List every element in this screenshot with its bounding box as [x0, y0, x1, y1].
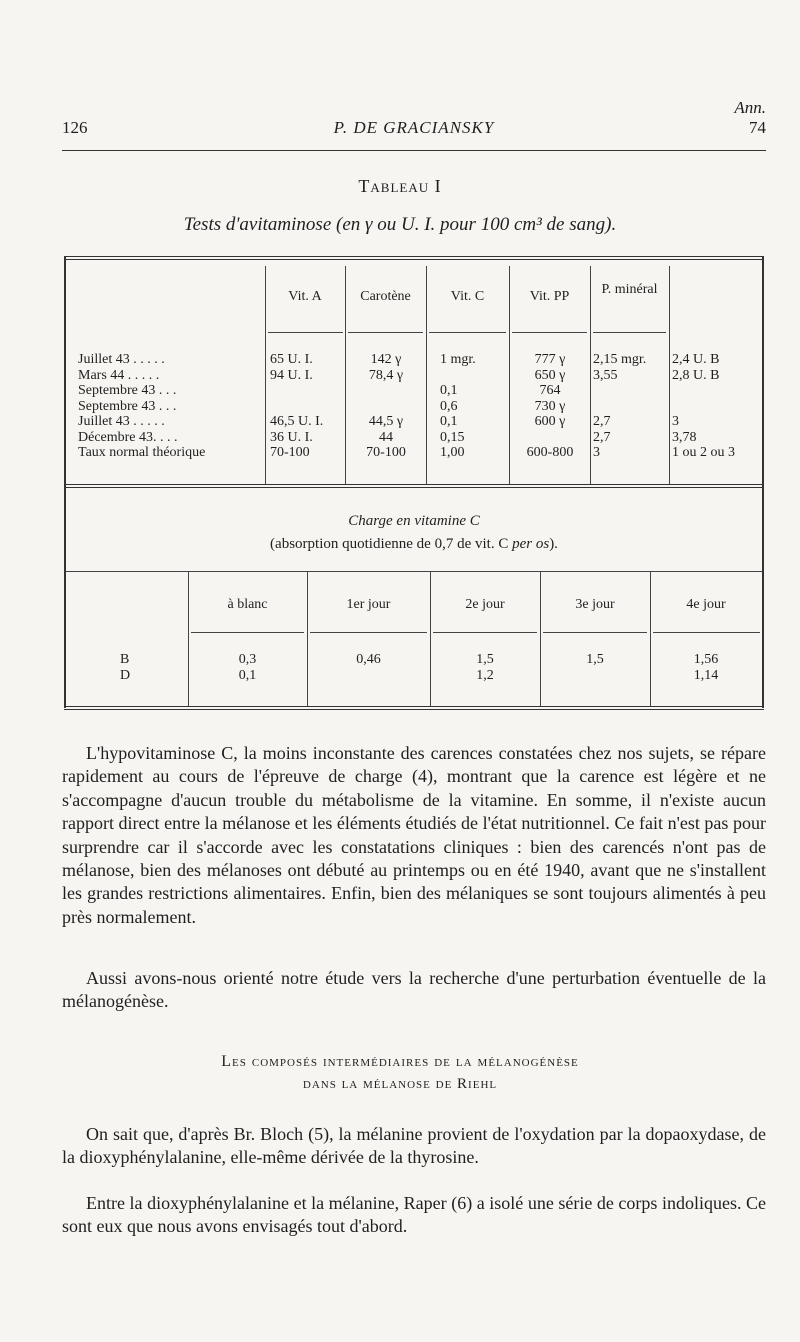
t2-row-label: B — [120, 652, 130, 667]
table-top-border — [64, 256, 764, 260]
table-title: Tableau I — [358, 176, 442, 196]
col-header-vit-pp: Vit. PP — [529, 289, 570, 304]
t1-cell-p-mineral: 3 — [593, 445, 600, 460]
paragraph-4: Entre la dioxyphénylalanine et la mélanine, Raper (6) a isolé une série de corps indoliques. Ce sont eux que nous avons envisagés tout d'abord. — [62, 1193, 766, 1237]
t1-cell-vit-c: 1 mgr. — [440, 352, 476, 367]
t1-cell-vit-a: 65 U. I. — [270, 352, 313, 367]
col-header-carotene: Carotène — [360, 289, 411, 304]
t1-cell-vit-c: 0,15 — [440, 429, 465, 445]
t2-header-blanc: à blanc — [227, 597, 268, 612]
t1-cell-vit-pp: 600-800 — [526, 445, 574, 460]
col-sep — [590, 266, 591, 484]
t2-header-day2: 2e jour — [465, 597, 505, 612]
hdr-underline — [268, 332, 343, 333]
t2-row-label: D — [120, 668, 131, 683]
col-header-vit-c: Vit. C — [450, 289, 485, 304]
t1-cell-label: Septembre 43 . . . — [78, 398, 177, 414]
journal-abbrev: Ann. — [734, 98, 766, 117]
t1-cell-extra: 2,8 U. B — [672, 367, 720, 383]
table-right-border — [762, 256, 764, 708]
t1-cell-label: Septembre 43 . . . — [78, 383, 177, 398]
section-heading-line1: Les composés intermédiaires de la mélanogénèse — [221, 1053, 579, 1070]
col-sep — [650, 571, 651, 706]
t1-cell-vit-a: 46,5 U. I. — [270, 414, 324, 429]
t2-cell: 1,5 — [586, 652, 604, 667]
charge-subtitle: (absorption quotidienne de 0,7 de vit. C per os). — [270, 536, 558, 552]
col-sep — [669, 266, 670, 484]
t1-cell-label: Juillet 43 . . . . . — [78, 414, 165, 429]
charge-title: Charge en vitamine C — [348, 513, 480, 529]
t1-cell-vit-a: 94 U. I. — [270, 367, 313, 383]
t1-cell-label: Juillet 43 . . . . . — [78, 352, 165, 367]
hdr-underline — [512, 332, 587, 333]
t1-cell-vit-pp: 764 — [539, 383, 561, 398]
hdr-underline — [593, 332, 666, 333]
hdr-underline — [543, 632, 647, 633]
t1-cell-vit-c: 0,6 — [440, 398, 458, 414]
table-left-border — [64, 256, 66, 708]
volume-number: 74 — [749, 118, 766, 137]
journal-volume — [734, 98, 766, 138]
t2-cell: 0,3 — [238, 652, 257, 667]
paragraph-3: On sait que, d'après Br. Bloch (5), la mélanine provient de l'oxydation par la dopaoxydase, de la dioxyphénylalanine, elle-même dérivée de la thyrosine. — [62, 1124, 766, 1168]
t1-cell-label: Mars 44 . . . . . — [78, 367, 160, 383]
table-mid-border — [64, 484, 764, 488]
t2-cell: 1,56 — [693, 652, 719, 667]
col-sep — [430, 571, 431, 706]
col-header-p-mineral: P. minéral — [601, 282, 658, 297]
t1-cell-vit-a: 70-100 — [270, 445, 310, 460]
t1-cell-carotene: 78,4 γ — [368, 367, 404, 383]
paragraph-1: L'hypovitaminose C, la moins inconstante des carences constatées chez nos sujets, se répare rapidement au cours de l'épreuve de charge (4), montrant que la carence est légère et ne s'accompagne d'aucun trouble du métabolisme de la vitamine. En somme, il n'existe aucun rapport direct entre la mélanose et les éléments étudiés de l'état nutritionnel. Ce fait n'est pas pour surprendre car il s'accorde avec les constatations cliniques : bien des carencés n'ont pas de mélanose, bien des mélanoses ont débuté au printemps ou en été 1940, avant que ne s'installent les grandes restrictions alimentaires. Enfin, bien des mélaniques se sont toujours alimentés à peu près normalement. — [62, 743, 766, 927]
t1-cell-carotene: 44 — [379, 429, 393, 445]
t2-cell: 1,5 — [476, 652, 494, 667]
hdr-underline — [653, 632, 760, 633]
t2-cell: 1,2 — [476, 668, 494, 683]
section-heading-line2: dans la mélanose de Riehl — [302, 1076, 498, 1092]
running-title: P. DE GRACIANSKY — [333, 118, 495, 137]
t1-cell-extra: 1 ou 2 ou 3 — [672, 445, 735, 460]
t1-cell-carotene: 44,5 γ — [368, 414, 404, 429]
header-rule — [62, 150, 766, 151]
t1-cell-label: Décembre 43. . . . — [78, 429, 178, 445]
t1-cell-vit-c: 0,1 — [440, 414, 458, 429]
col-header-vit-a: Vit. A — [288, 289, 322, 304]
t2-header-day3: 3e jour — [575, 597, 615, 612]
t1-cell-extra: 3 — [672, 414, 679, 429]
table2-top-rule — [66, 571, 762, 572]
page-number: 126 — [62, 118, 88, 137]
t2-cell: 0,46 — [356, 652, 381, 667]
t1-cell-vit-pp: 730 γ — [534, 398, 566, 414]
t1-cell-label: Taux normal théorique — [78, 445, 206, 460]
col-sep — [307, 571, 308, 706]
t1-cell-vit-c: 1,00 — [440, 445, 465, 460]
t2-cell: 0,1 — [238, 668, 257, 683]
t1-cell-p-mineral: 2,15 mgr. — [593, 352, 647, 367]
hdr-underline — [348, 332, 423, 333]
t1-cell-extra: 3,78 — [672, 429, 697, 445]
t2-cell: 1,14 — [693, 668, 719, 683]
col-sep — [188, 571, 189, 706]
running-header — [62, 98, 766, 142]
t1-cell-p-mineral: 3,55 — [593, 367, 618, 383]
hdr-underline — [429, 332, 506, 333]
t1-cell-carotene: 142 γ — [370, 352, 402, 367]
t1-cell-p-mineral: 2,7 — [593, 414, 611, 429]
col-sep — [540, 571, 541, 706]
t1-cell-vit-pp: 600 γ — [534, 414, 566, 429]
t1-cell-p-mineral: 2,7 — [593, 429, 611, 445]
hdr-underline — [433, 632, 537, 633]
t1-cell-vit-pp: 650 γ — [534, 367, 566, 383]
t1-cell-vit-a: 36 U. I. — [270, 429, 313, 445]
t1-cell-vit-c: 0,1 — [440, 383, 458, 398]
t1-cell-carotene: 70-100 — [366, 445, 406, 460]
table-bottom-border — [64, 706, 764, 710]
hdr-underline — [191, 632, 304, 633]
t2-header-day1: 1er jour — [346, 597, 391, 612]
t1-cell-vit-pp: 777 γ — [534, 352, 566, 367]
table-subtitle: Tests d'avitaminose (en γ ou U. I. pour 100 cm³ de sang). — [183, 214, 617, 235]
t2-header-day4: 4e jour — [686, 597, 726, 612]
t1-cell-extra: 2,4 U. B — [672, 352, 720, 367]
paragraph-2: Aussi avons-nous orienté notre étude vers la recherche d'une perturbation éventuelle de la mélanogénèse. — [62, 968, 766, 1012]
hdr-underline — [310, 632, 427, 633]
